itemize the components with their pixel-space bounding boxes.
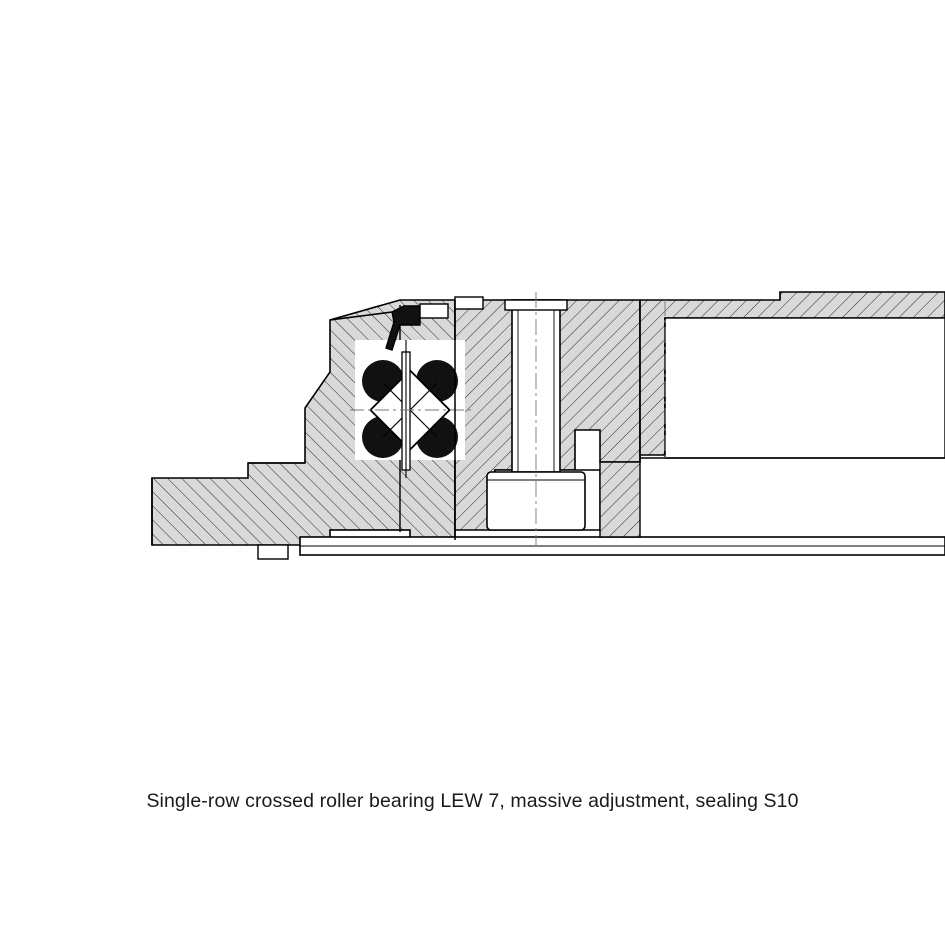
figure-caption: Single-row crossed roller bearing LEW 7, massive adjustment, sealing S10 [146,790,799,812]
shaft-extension [640,292,945,458]
